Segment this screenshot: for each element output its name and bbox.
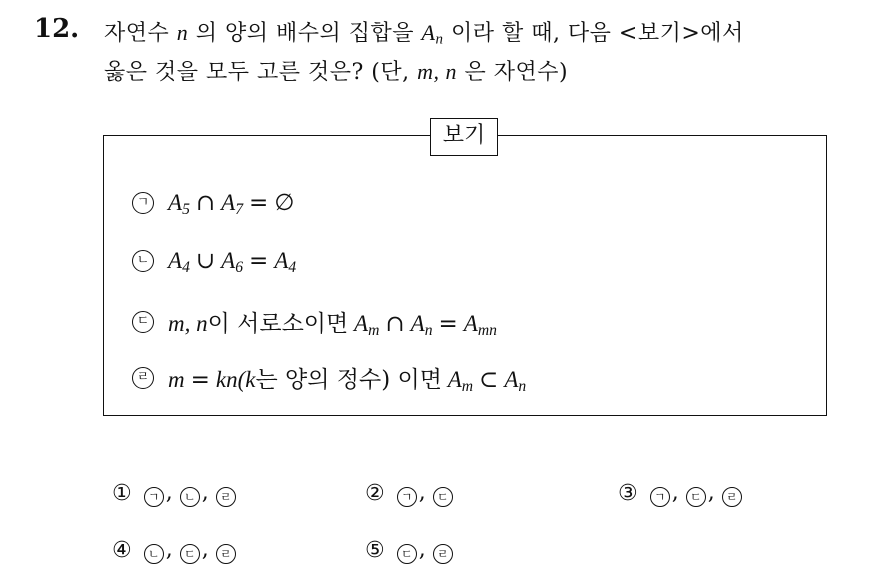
- question-text: 자연수: [104, 21, 170, 46]
- circled-mark: ㄱ: [132, 192, 154, 214]
- choice-number: ③: [618, 481, 638, 506]
- circled-mark: ㄱ: [397, 487, 417, 507]
- question-text: 옳은 것을 모두 고른 것은? (단,: [104, 60, 410, 85]
- statement-math: $A_4$ ∪ $A_6 = A_4$: [168, 248, 297, 276]
- choice-5[interactable]: ⑤ ㄷ , ㄹ: [365, 537, 455, 564]
- bogi-title: 보기: [430, 118, 498, 156]
- question-text: 의 양의 배수의 집합을: [195, 21, 415, 46]
- circled-mark: ㄹ: [132, 367, 154, 389]
- choice-4[interactable]: ④ ㄴ , ㄷ , ㄹ: [112, 537, 238, 564]
- circled-mark: ㄴ: [132, 250, 154, 272]
- circled-mark: ㄹ: [216, 487, 236, 507]
- question-text: 은 자연수): [464, 60, 569, 85]
- choice-1[interactable]: ① ㄱ , ㄴ , ㄹ: [112, 480, 238, 507]
- circled-mark: ㄷ: [686, 487, 706, 507]
- question-line-1: [104, 16, 744, 47]
- circled-mark: ㄹ: [216, 544, 236, 564]
- circled-mark: ㄹ: [722, 487, 742, 507]
- choice-number: ②: [365, 481, 385, 506]
- variable-n: n: [176, 20, 189, 45]
- bogi-item-c: [132, 305, 497, 338]
- statement-math: $A_5$ ∩ $A_7$ = ∅: [168, 190, 295, 218]
- circled-mark: ㄱ: [144, 487, 164, 507]
- question-number: 12.: [34, 14, 80, 44]
- variables-m-n: m, n: [417, 59, 458, 84]
- question-line-2: [104, 55, 568, 86]
- choice-number: ⑤: [365, 538, 385, 563]
- circled-mark: ㄷ: [433, 487, 453, 507]
- statement-math: m, n이 서로소이면 $A_m$ ∩ $A_n = A_{mn}$: [168, 311, 497, 339]
- bogi-item-a: [132, 190, 294, 216]
- circled-mark: ㄷ: [180, 544, 200, 564]
- set-a-n: $A_n$: [421, 20, 444, 48]
- circled-mark: ㄹ: [433, 544, 453, 564]
- circled-mark: ㄴ: [144, 544, 164, 564]
- statement-math: m = kn(k는 양의 정수) 이면 $A_m$ ⊂ $A_n$: [168, 367, 527, 395]
- circled-mark: ㄷ: [397, 544, 417, 564]
- circled-mark: ㄴ: [180, 487, 200, 507]
- choice-number: ④: [112, 538, 132, 563]
- choice-number: ①: [112, 481, 132, 506]
- circled-mark: ㄷ: [132, 311, 154, 333]
- circled-mark: ㄱ: [650, 487, 670, 507]
- bogi-item-d: [132, 361, 526, 394]
- choice-2[interactable]: ② ㄱ , ㄷ: [365, 480, 455, 507]
- bogi-item-b: [132, 248, 296, 274]
- question-text: 이라 할 때, 다음 <보기>에서: [450, 21, 744, 46]
- choice-3[interactable]: ③ ㄱ , ㄷ , ㄹ: [618, 480, 744, 507]
